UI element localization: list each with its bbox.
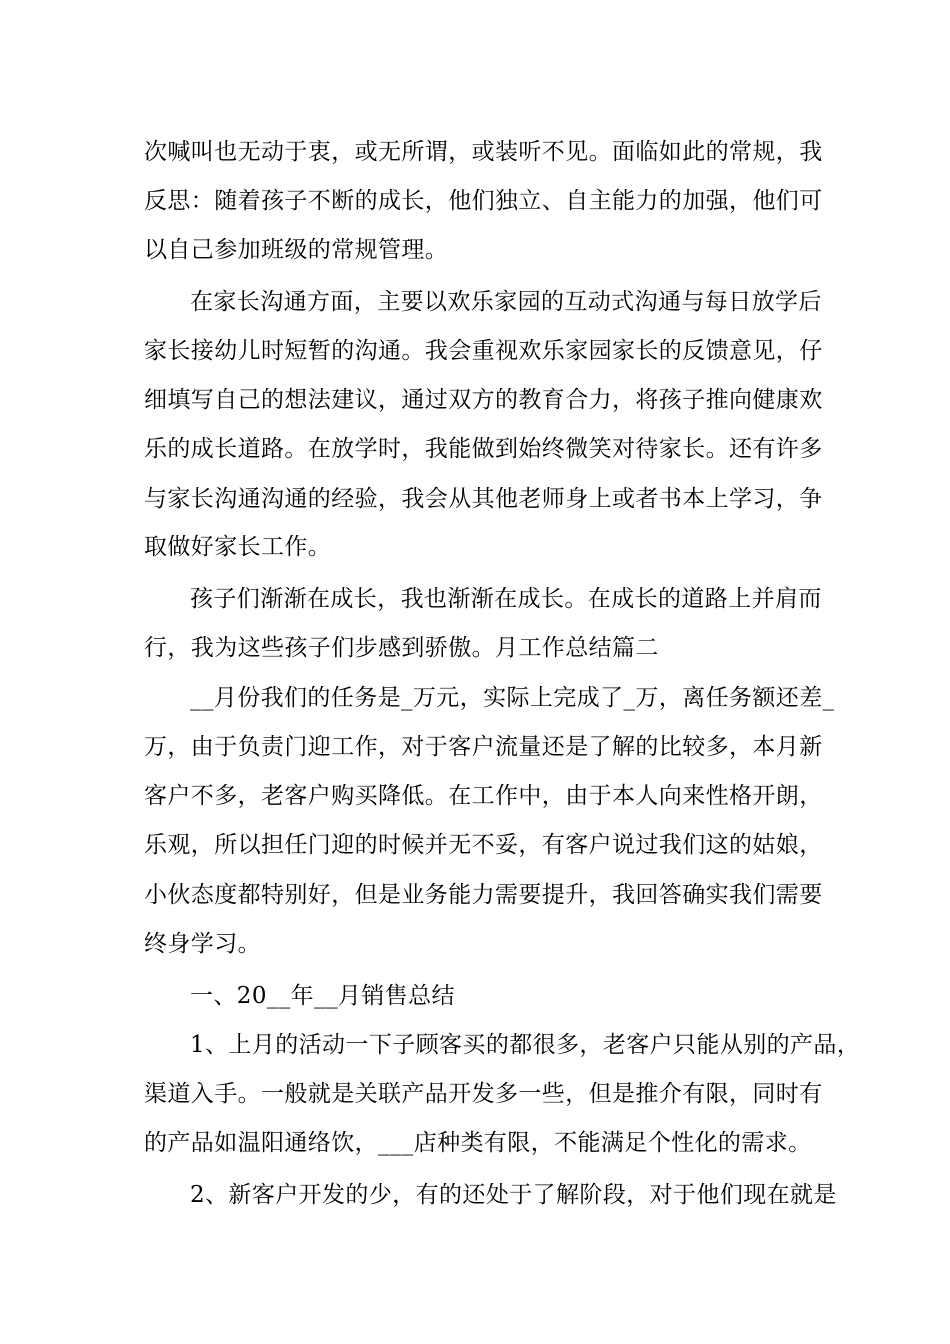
text-line: 终身学习。 <box>144 931 261 957</box>
text-line: 行，我为这些孩子们步感到骄傲。月工作总结篇二 <box>144 635 659 661</box>
paragraph-first-line: 2、新客户开发的少，有的还处于了解阶段，对于他们现在就是 <box>190 1182 837 1208</box>
text-line: 细填写自己的想法建议，通过双方的教育合力，将孩子推向健康欢 <box>144 387 823 413</box>
text-line: 与家长沟通沟通的经验，我会从其他老师身上或者书本上学习，争 <box>144 486 823 512</box>
text-line: 万，由于负责门迎工作，对于客户流量还是了解的比较多，本月新 <box>144 734 823 760</box>
text-line: 家长接幼儿时短暂的沟通。我会重视欢乐家园家长的反馈意见，仔 <box>144 338 823 364</box>
text-line: 渠道入手。一般就是关联产品开发多一些，但是推介有限，同时有 <box>144 1081 823 1107</box>
text-line: 客户不多，老客户购买降低。在工作中，由于本人向来性格开朗， <box>144 783 823 809</box>
paragraph-first-line: 孩子们渐渐在成长，我也渐渐在成长。在成长的道路上并肩而 <box>190 586 822 612</box>
text-line: 小伙态度都特别好，但是业务能力需要提升，我回答确实我们需要 <box>144 882 823 908</box>
text-line: 乐的成长道路。在放学时，我能做到始终微笑对待家长。还有许多 <box>144 436 823 462</box>
text-line: 以自己参加班级的常规管理。 <box>144 237 449 263</box>
text-line: 反思：随着孩子不断的成长，他们独立、自主能力的加强，他们可 <box>144 188 823 214</box>
text-line: 取做好家长工作。 <box>144 534 332 560</box>
text-line: 的产品如温阳通络饮，___店种类有限，不能满足个性化的需求。 <box>144 1130 812 1156</box>
text-line: 次喊叫也无动于衷，或无所谓，或装听不见。面临如此的常规，我 <box>144 139 823 165</box>
section-heading: 一、20__年__月销售总结 <box>190 983 455 1009</box>
paragraph-first-line: __月份我们的任务是_万元，实际上完成了_万，离任务额还差_ <box>190 685 835 711</box>
paragraph-first-line: 在家长沟通方面，主要以欢乐家园的互动式沟通与每日放学后 <box>190 289 822 315</box>
paragraph-first-line: 1、上月的活动一下子顾客买的都很多，老客户只能从别的产品， <box>190 1032 861 1058</box>
text-line: 乐观，所以担任门迎的时候并无不妥，有客户说过我们这的姑娘， <box>144 832 823 858</box>
